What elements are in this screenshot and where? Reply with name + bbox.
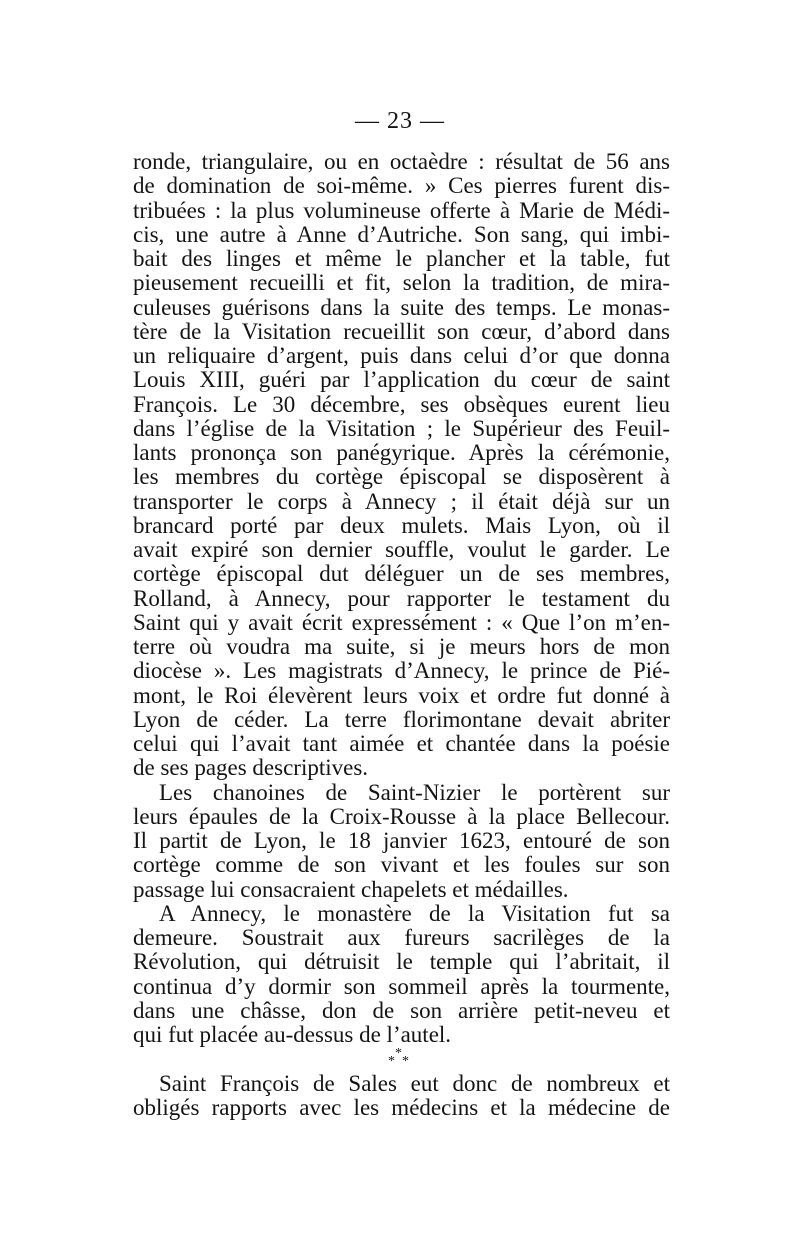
text-line: lants prononça son panégyrique. Après la cérémonie,: [133, 440, 670, 465]
text-line: continua d’y dormir son sommeil après la tourmente,: [133, 973, 670, 999]
page-number: — 23 —: [355, 108, 445, 134]
text-line: Saint qui y avait écrit expressément : « Que l’on m’en-: [133, 609, 670, 635]
text-line: cortège épiscopal dut déléguer un de ses membres,: [133, 561, 670, 587]
paragraph: [133, 781, 670, 902]
asterism-star: *: [395, 1046, 402, 1062]
text-line: Il partit de Lyon, le 18 janvier 1623, entouré de son: [133, 828, 670, 853]
body-text: [133, 150, 670, 1120]
text-line: de ses pages descriptives.: [133, 755, 369, 781]
text-line: tribuées : la plus volumineuse offerte à Marie de Médi-: [133, 197, 670, 223]
text-line: mont, le Roi élevèrent leurs voix et ordre fut donné à: [133, 682, 670, 708]
text-line: passage lui consacraient chapelets et médailles.: [133, 876, 569, 902]
text-line: dans l’église de la Visitation ; le Supérieur des Feuil-: [133, 415, 670, 441]
text-line: culeuses guérisons dans la suite des temps. Le monas-: [133, 294, 670, 320]
text-line: ronde, triangulaire, ou en octaèdre : résultat de 56 ans: [133, 149, 670, 174]
text-line: Révolution, qui détruisit le temple qui l’abritait, il: [133, 949, 670, 975]
text-line: brancard porté par deux mulets. Mais Lyon, où il: [133, 512, 670, 538]
text-line: cortège comme de son vivant et les foules sur son: [133, 852, 670, 878]
text-line: demeure. Soustrait aux fureurs sacrilèges de la: [133, 925, 670, 950]
text-line: un reliquaire d’argent, puis dans celui d’or que donna: [133, 343, 670, 368]
paragraph: [133, 902, 670, 1048]
text-line: François. Le 30 décembre, ses obsèques eurent lieu: [133, 391, 670, 417]
paragraph: [133, 150, 670, 781]
text-line: de domination de soi-même. » Ces pierres furent dis-: [133, 173, 670, 199]
text-line: obligés rapports avec les médecins et la médecine de: [133, 1094, 670, 1120]
text-line: cis, une autre à Anne d’Autriche. Son sang, qui imbi-: [133, 221, 670, 247]
text-line: diocèse ». Les magistrats d’Annecy, le prince de Pié-: [133, 658, 670, 684]
text-line: Lyon de céder. La terre florimontane devait abriter: [133, 706, 670, 732]
text-line: dans une châsse, don de son arrière petit-neveu et: [133, 997, 670, 1023]
text-line: tère de la Visitation recueillit son cœur, d’abord dans: [133, 318, 670, 344]
text-line: Rolland, à Annecy, pour rapporter le testament du: [133, 585, 670, 611]
text-line: avait expiré son dernier souffle, voulut le garder. Le: [133, 537, 670, 562]
text-line: celui qui l’avait tant aimée et chantée dans la poésie: [133, 731, 670, 756]
text-line: transporter le corps à Annecy ; il était déjà sur un: [133, 488, 670, 514]
text-line: Saint François de Sales eut donc de nombreux et: [159, 1070, 670, 1096]
text-line: qui fut placée au-dessus de l’autel.: [133, 1022, 452, 1047]
asterism-star: *: [388, 1054, 395, 1070]
asterism-divider: [133, 1047, 670, 1071]
text-line: les membres du cortège épiscopal se disposèrent à: [133, 464, 670, 490]
text-line: terre où voudra ma suite, si je meurs hors de mon: [133, 634, 670, 659]
paragraph: [133, 1072, 670, 1121]
text-line: Les chanoines de Saint-Nizier le portèrent sur: [159, 779, 670, 805]
text-line: bait des linges et même le plancher et la table, fut: [133, 246, 670, 271]
asterism-star: *: [402, 1054, 409, 1070]
text-line: Louis XIII, guéri par l’application du cœur de saint: [133, 367, 670, 393]
text-line: A Annecy, le monastère de la Visitation fut sa: [159, 900, 670, 926]
text-line: pieusement recueilli et fit, selon la tradition, de mira-: [133, 270, 670, 296]
text-line: leurs épaules de la Croix-Rousse à la place Bellecour.: [133, 803, 670, 829]
